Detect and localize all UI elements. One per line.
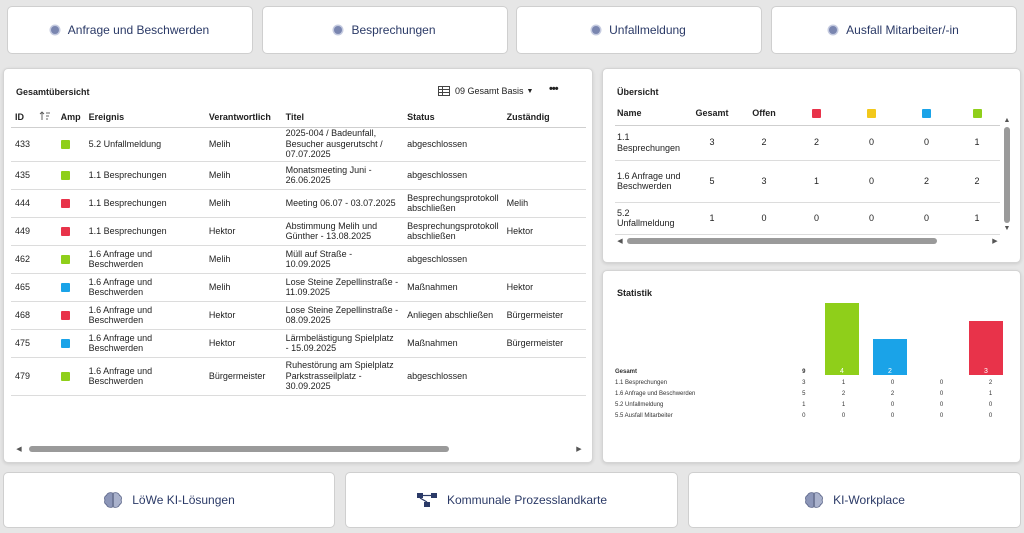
stat-total-label: Gesamt <box>615 368 638 375</box>
gesamtuebersicht-panel <box>3 68 593 463</box>
cell-ereignis: 1.6 Anfrage und Beschwerden <box>85 329 205 357</box>
stat-cell: 0 <box>841 412 846 419</box>
cell-name: 1.6 Anfrage und Beschwerden <box>615 160 685 202</box>
cell-zustaendig <box>503 161 586 189</box>
cell-offen: 0 <box>739 202 789 234</box>
cell-spacer <box>39 301 57 329</box>
scroll-right-icon[interactable]: ▶ <box>576 446 582 453</box>
table-row[interactable] <box>11 189 586 217</box>
cell-titel: Meeting 06.07 - 03.07.2025 <box>282 189 403 217</box>
panel-title: Übersicht <box>617 87 659 97</box>
cell-id: 435 <box>11 161 39 189</box>
nav-label: Anfrage und Beschwerden <box>67 23 210 37</box>
cell-c4: 1 <box>954 125 1000 160</box>
gesamtuebersicht-table <box>11 107 586 396</box>
col-header-gesamt[interactable]: Gesamt <box>685 101 739 125</box>
cell-status: abgeschlossen <box>403 161 503 189</box>
cell-verantwortlich: Melih <box>205 245 282 273</box>
cell-id: 465 <box>11 273 39 301</box>
cell-status: Besprechungsprotokoll abschließen <box>403 217 503 245</box>
cell-amp <box>57 329 85 357</box>
cell-verantwortlich: Hektor <box>205 217 282 245</box>
nav-ausfall-mitarbeiter-button[interactable] <box>771 6 1017 54</box>
cell-gesamt: 1 <box>685 202 739 234</box>
stat-row-name: 1.1 Besprechungen <box>615 379 668 386</box>
stat-row-name: 5.5 Ausfall Mitarbeiter <box>615 412 673 419</box>
table-row <box>615 366 1015 377</box>
cell-zustaendig: Hektor <box>503 217 586 245</box>
bar-value-label: 4 <box>840 368 844 375</box>
col-header-color-3[interactable] <box>899 101 954 125</box>
cell-status: Besprechungsprotokoll abschließen <box>403 189 503 217</box>
col-header-verantwortlich[interactable]: Verantwortlich <box>205 107 282 127</box>
color-square-icon <box>922 109 931 118</box>
cell-verantwortlich: Melih <box>205 127 282 161</box>
cell-amp <box>57 127 85 161</box>
cell-amp <box>57 301 85 329</box>
cell-status: Anliegen abschließen <box>403 301 503 329</box>
ki-workplace-button[interactable] <box>688 472 1021 528</box>
scroll-up-icon[interactable]: ▲ <box>1003 117 1011 124</box>
chart-bar <box>825 303 859 375</box>
cell-c4: 1 <box>954 202 1000 234</box>
scrollbar-thumb[interactable] <box>29 446 449 452</box>
overview-horizontal-scrollbar[interactable] <box>615 237 1000 245</box>
view-selector-label: 09 Gesamt Basis <box>455 86 524 96</box>
cell-zustaendig: Hektor <box>503 273 586 301</box>
cell-ereignis: 5.2 Unfallmeldung <box>85 127 205 161</box>
stat-cell: 0 <box>939 390 944 397</box>
cell-ereignis: 1.6 Anfrage und Beschwerden <box>85 245 205 273</box>
cell-c1: 1 <box>789 160 844 202</box>
cell-ereignis: 1.1 Besprechungen <box>85 189 205 217</box>
scroll-down-icon[interactable]: ▼ <box>1003 225 1011 232</box>
cell-spacer <box>39 329 57 357</box>
uebersicht-panel <box>602 68 1021 263</box>
nav-label: Ausfall Mitarbeiter/-in <box>846 23 959 37</box>
loewe-ki-loesungen-button[interactable] <box>3 472 335 528</box>
scroll-left-icon[interactable]: ◀ <box>617 238 623 245</box>
stat-cell: 2 <box>890 390 895 397</box>
cell-zustaendig <box>503 357 586 395</box>
cell-verantwortlich: Melih <box>205 273 282 301</box>
cell-amp <box>57 245 85 273</box>
cell-titel: Ruhestörung am Spielplatz Parkstrasseilplatz - 30.09.2025 <box>282 357 403 395</box>
color-square-icon <box>973 109 982 118</box>
cell-zustaendig <box>503 245 586 273</box>
col-header-color-4[interactable] <box>954 101 1000 125</box>
status-square-icon <box>61 283 70 292</box>
cell-offen: 3 <box>739 160 789 202</box>
more-options-button[interactable]: ••• <box>549 83 558 95</box>
button-label: Kommunale Prozesslandkarte <box>446 493 608 507</box>
button-label: KI-Workplace <box>833 493 905 507</box>
table-row[interactable] <box>11 301 586 329</box>
stat-cell: 0 <box>802 412 806 419</box>
sort-icon[interactable] <box>39 107 57 127</box>
cell-spacer <box>39 357 57 395</box>
table-row[interactable] <box>11 357 586 395</box>
stat-row-name: 5.2 Unfallmeldung <box>615 401 664 408</box>
col-header-color-1[interactable] <box>789 101 844 125</box>
cell-spacer <box>39 273 57 301</box>
cell-verantwortlich: Bürgermeister <box>205 357 282 395</box>
scroll-right-icon[interactable]: ▶ <box>992 238 998 245</box>
nav-anfrage-beschwerden-button[interactable] <box>7 6 253 54</box>
cell-c3: 0 <box>899 202 954 234</box>
bullet-icon <box>592 26 600 34</box>
bullet-icon <box>334 26 342 34</box>
cell-zustaendig: Bürgermeister <box>503 301 586 329</box>
cell-empty <box>868 366 917 377</box>
cell-id: 468 <box>11 301 39 329</box>
cell-spacer <box>39 127 57 161</box>
cell-c3: 2 <box>899 160 954 202</box>
bullet-icon <box>829 26 837 34</box>
button-label: LöWe KI-Lösungen <box>132 493 235 507</box>
cell-empty <box>917 366 966 377</box>
status-square-icon <box>61 140 70 149</box>
cell-gesamt: 3 <box>685 125 739 160</box>
cell-c2: 0 <box>844 125 899 160</box>
cell-ereignis: 1.6 Anfrage und Beschwerden <box>85 273 205 301</box>
cell-titel: Lose Steine Zepellinstraße - 08.09.2025 <box>282 301 403 329</box>
nav-label: Unfallmeldung <box>609 23 686 37</box>
panel-title: Statistik <box>617 288 653 298</box>
cell-spacer <box>39 217 57 245</box>
cell-spacer <box>39 245 57 273</box>
cell-zustaendig: Melih <box>503 189 586 217</box>
table-header-row <box>11 107 586 127</box>
table-icon <box>438 86 450 96</box>
table-row[interactable] <box>615 202 1000 234</box>
scroll-left-icon[interactable]: ◀ <box>16 446 22 453</box>
view-selector[interactable] <box>438 86 533 96</box>
stat-cell: 0 <box>939 412 944 419</box>
cell-amp <box>57 273 85 301</box>
cell-spacer <box>39 161 57 189</box>
cell-gesamt: 5 <box>685 160 739 202</box>
overview-vertical-scrollbar[interactable] <box>1003 117 1011 233</box>
stat-cell: 1 <box>802 401 806 408</box>
table-row[interactable] <box>11 161 586 189</box>
status-square-icon <box>61 339 70 348</box>
status-square-icon <box>61 227 70 236</box>
cell-titel: Abstimmung Melih und Günther - 13.08.2025 <box>282 217 403 245</box>
cell-offen: 2 <box>739 125 789 160</box>
cell-titel: 2025-004 / Badeunfall, Besucher ausgerutscht / 07.07.2025 <box>282 127 403 161</box>
kommunale-prozesslandkarte-button[interactable] <box>345 472 678 528</box>
cell-ereignis: 1.1 Besprechungen <box>85 161 205 189</box>
stat-cell: 5 <box>802 390 806 397</box>
cell-ereignis: 1.6 Anfrage und Beschwerden <box>85 301 205 329</box>
cell-c2: 0 <box>844 202 899 234</box>
scrollbar-thumb[interactable] <box>627 238 937 244</box>
scrollbar-thumb[interactable] <box>1004 127 1010 223</box>
cell-titel: Müll auf Straße - 10.09.2025 <box>282 245 403 273</box>
cell-status: abgeschlossen <box>403 245 503 273</box>
table-row <box>615 399 1015 410</box>
cell-amp <box>57 217 85 245</box>
stat-row-name: 1.6 Anfrage und Beschwerden <box>615 390 696 397</box>
stat-cell: 0 <box>939 379 944 386</box>
cell-status: Maßnahmen <box>403 273 503 301</box>
process-map-icon <box>416 492 438 508</box>
cell-id: 479 <box>11 357 39 395</box>
table-row[interactable] <box>11 127 586 161</box>
col-header-offen[interactable]: Offen <box>739 101 789 125</box>
table-row[interactable] <box>11 273 586 301</box>
nav-label: Besprechungen <box>351 23 436 37</box>
stat-cell: 1 <box>988 390 993 397</box>
stat-cell: 3 <box>802 379 806 386</box>
stat-cell: 0 <box>939 401 944 408</box>
nav-unfallmeldung-button[interactable] <box>516 6 762 54</box>
uebersicht-table <box>615 101 1000 235</box>
col-header-titel[interactable]: Titel <box>282 107 403 127</box>
table-row <box>615 388 1015 399</box>
stat-total-value: 9 <box>802 368 806 375</box>
status-square-icon <box>61 311 70 320</box>
stat-cell: 0 <box>890 401 895 408</box>
table-row <box>615 377 1015 388</box>
cell-id: 449 <box>11 217 39 245</box>
table-row[interactable] <box>11 217 586 245</box>
cell-id: 475 <box>11 329 39 357</box>
panel-title: Gesamtübersicht <box>16 87 90 97</box>
cell-c1: 0 <box>789 202 844 234</box>
stat-cell: 1 <box>841 379 846 386</box>
stat-cell: 0 <box>988 401 993 408</box>
statistik-panel <box>602 270 1021 463</box>
cell-id: 462 <box>11 245 39 273</box>
col-header-amp[interactable]: Amp <box>57 107 85 127</box>
cell-zustaendig: Bürgermeister <box>503 329 586 357</box>
caret-down-icon: ▼ <box>526 87 534 95</box>
col-header-ereignis[interactable]: Ereignis <box>85 107 205 127</box>
bar-value-label: 3 <box>984 368 988 375</box>
cell-id: 444 <box>11 189 39 217</box>
stat-cell: 0 <box>988 412 993 419</box>
statistik-table <box>615 366 1015 421</box>
status-square-icon <box>61 199 70 208</box>
cell-amp <box>57 189 85 217</box>
cell-titel: Lose Steine Zepellinstraße - 11.09.2025 <box>282 273 403 301</box>
cell-verantwortlich: Hektor <box>205 329 282 357</box>
cell-verantwortlich: Hektor <box>205 301 282 329</box>
status-square-icon <box>61 372 70 381</box>
cell-id: 433 <box>11 127 39 161</box>
cell-titel: Monatsmeeting Juni - 26.06.2025 <box>282 161 403 189</box>
brain-icon <box>804 491 824 509</box>
table-header-row <box>615 101 1000 125</box>
color-square-icon <box>812 109 821 118</box>
cell-name: 5.2 Unfallmeldung <box>615 202 685 234</box>
cell-empty <box>819 366 868 377</box>
nav-besprechungen-button[interactable] <box>262 6 508 54</box>
table-horizontal-scrollbar[interactable] <box>14 445 584 453</box>
cell-ereignis: 1.6 Anfrage und Beschwerden <box>85 357 205 395</box>
cell-titel: Lärmbelästigung Spielplatz - 15.09.2025 <box>282 329 403 357</box>
color-square-icon <box>867 109 876 118</box>
cell-c3: 0 <box>899 125 954 160</box>
col-header-color-2[interactable] <box>844 101 899 125</box>
col-header-name[interactable]: Name <box>615 101 685 125</box>
stat-cell: 1 <box>841 401 846 408</box>
stat-cell: 2 <box>841 390 846 397</box>
cell-c1: 2 <box>789 125 844 160</box>
table-row <box>615 410 1015 421</box>
table-row[interactable] <box>615 160 1000 202</box>
cell-verantwortlich: Melih <box>205 189 282 217</box>
cell-empty <box>966 366 1015 377</box>
cell-ereignis: 1.1 Besprechungen <box>85 217 205 245</box>
cell-spacer <box>39 189 57 217</box>
cell-c4: 2 <box>954 160 1000 202</box>
col-header-status[interactable]: Status <box>403 107 503 127</box>
table-row[interactable] <box>11 329 586 357</box>
cell-status: abgeschlossen <box>403 127 503 161</box>
cell-c2: 0 <box>844 160 899 202</box>
cell-amp <box>57 161 85 189</box>
cell-verantwortlich: Melih <box>205 161 282 189</box>
cell-status: Maßnahmen <box>403 329 503 357</box>
status-square-icon <box>61 171 70 180</box>
table-row[interactable] <box>615 125 1000 160</box>
table-row[interactable] <box>11 245 586 273</box>
col-header-zustaendig[interactable]: Zuständig <box>503 107 586 127</box>
cell-status: abgeschlossen <box>403 357 503 395</box>
col-header-id[interactable]: ID <box>11 107 39 127</box>
cell-name: 1.1 Besprechungen <box>615 125 685 160</box>
stat-cell: 0 <box>890 379 895 386</box>
cell-amp <box>57 357 85 395</box>
cell-zustaendig <box>503 127 586 161</box>
bullet-icon <box>51 26 59 34</box>
stat-cell: 0 <box>890 412 895 419</box>
statistik-bar-chart <box>603 271 1022 381</box>
status-square-icon <box>61 255 70 264</box>
stat-cell: 2 <box>988 379 993 386</box>
bar-value-label: 2 <box>888 368 892 375</box>
brain-icon <box>103 491 123 509</box>
